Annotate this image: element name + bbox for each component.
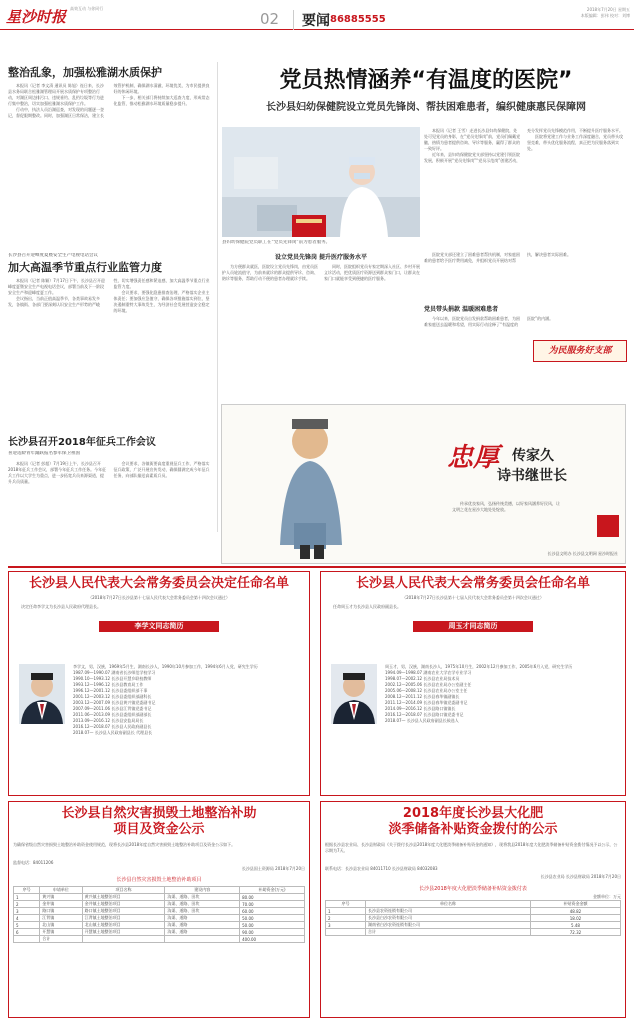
- lead-body-top: 本报讯（记者 王雪）走进长沙县妇幼保健院，处处可见党员的身影，在“党员先锋岗”前，党员们佩戴党徽，热情为患者提供咨询、导诊等服务，赢得了群众的一致好评。 近年来，县妇幼保健院党支部坚持以党建引领医院发展，积极开展“党员先锋岗”“党员示范岗”创建活动，充分发挥党员先锋模范作用，不断提升医疗服务水平。 医院将党建工作与业务工作深度融合，党员带头攻坚克难，带头优化服务流程，真正把为民服务落到实处。: [424, 128, 623, 163]
- lead-headline: 党员热情涵养“有温度的医院”: [279, 68, 573, 93]
- lead-section-a: [222, 252, 420, 374]
- resume-line: 1987.09—1990.07 湖南省长沙师范学校学习: [73, 670, 156, 675]
- table-row: 1 黄兴镇 黄兴镇土地整治项目 沟渠、道路、田坎 80.00: [14, 894, 305, 901]
- article-kicker: 长沙县召开迎峰度夏暨安全生产电视电话会议: [8, 253, 98, 258]
- notice-title-2: 项目及资金公示: [113, 822, 205, 837]
- ad-line2: 诗书继世长: [497, 468, 567, 484]
- section-body: 为方便群众就医，医院设立党员先锋岗，由党员医护人员轮流值守，为前来就诊的群众提供导诊、咨询、陪诊等服务，帮助行动不便的患者办理就诊手续。 同时，医院组织党员专家定期深入社区、乡村开展义诊活动，把优质医疗资源送到群众家门口，让群众在家门口就能享受到便捷的医疗服务。: [222, 264, 420, 281]
- article-headline: 加大高温季节重点行业监管力度: [8, 261, 162, 274]
- col-header: 补贴资金金额: [531, 901, 621, 908]
- appoint-subtitle: （2018年7月27日长沙县第十七届人民代表大会常务委员会第十四次会议通过）: [88, 595, 230, 600]
- resume-line: 2011.06—2013.09 长沙县委组织部副部长: [73, 712, 152, 717]
- appoint-decision: 任命周玉才为长沙县人民政府副县长。: [333, 604, 401, 609]
- table-title: 长沙县2018年度大化肥淡季储备补贴资金拨付表: [419, 886, 527, 892]
- resume-line: 2014.09—2016.12 长沙县路口镇镇长: [385, 706, 456, 711]
- resume-line: 周玉才，男，汉族，湖南长沙人，1975年10月生，2002年12月参加工作，2005年6月入党，研究生学历: [385, 664, 573, 669]
- col-header: 单位名称: [366, 901, 531, 908]
- table-header-row: [326, 901, 621, 908]
- table-total-row: 合计 72.32: [326, 929, 621, 936]
- notice-title-2: 淡季储备补贴资金拨付的公示: [388, 822, 558, 837]
- col-header: 序号: [326, 901, 366, 908]
- article-subhead: 喜迎适龄青年踊跃报名参军保卫祖国: [8, 451, 80, 456]
- notice-phone: 监督电话：84011206: [13, 860, 54, 865]
- appoint-resume: [73, 664, 303, 736]
- table-row: 1 长沙县农资连锁有限公司 48.82: [326, 908, 621, 915]
- article-body: 本报讯（记者 陈颖）7月17日下午，长沙县召开迎峰度夏暨安全生产电视电话会议，部署当前及下一阶段安全生产和迎峰度夏工作。 会议指出，当前正值高温季节，各类事故易发多发，各镇街、各部门要深刻认识安全生产形势的严峻性，切实增强责任感和紧迫感，加大高温季节重点行业监管力度。 会议要求，要强化隐患排查治理，严格落实企业主体责任；要加强应急值守，确保各项措施落实到位，坚决遏制重特大事故发生，为经济社会发展营造安全稳定的环境。: [8, 278, 210, 313]
- appoint-title: 长沙县人民代表大会常务委员会任命名单: [355, 576, 590, 591]
- article-conscription: [8, 436, 213, 555]
- table-title: 长沙县自然灾害损毁土地整治补助项目: [116, 877, 202, 883]
- nurse-photo-illustration: [222, 127, 420, 237]
- col-header: 申请单位: [40, 887, 82, 894]
- resume-line: 2016.12—2018.07 长沙县路口镇党委书记: [385, 712, 464, 717]
- resume-line: 2001.12—2003.12 长沙县委组织部副科长: [73, 694, 152, 699]
- date: 2018年7月20日 星期五: [586, 7, 630, 12]
- photo-caption: 县妇幼保健院党员职工在“党员先锋岗”前为患者服务。: [222, 240, 331, 245]
- notice-phone: 联系电话：长沙县农业局 84011710 长沙县财政局 84032083: [325, 866, 438, 871]
- notice-sign: 长沙县农业局 长沙县财政局 2018年7月20日: [540, 874, 621, 879]
- ad-seal-icon: [597, 515, 619, 537]
- col-header: 建设内容: [165, 887, 240, 894]
- table-row: 3 路口镇 路口镇土地整治项目 沟渠、道路、田坎 60.00: [14, 908, 305, 915]
- resume-line: 2018.07— 长沙县人民政府副县长候选人: [385, 718, 459, 723]
- resume-line: 2008.12—2011.12 长沙县春华镇副镇长: [385, 694, 460, 699]
- resume-line: 1993.12—1996.12 长沙县教育局工作: [73, 682, 144, 687]
- ad-line1: 传家久: [512, 448, 554, 464]
- masthead: [0, 0, 634, 30]
- fertilizer-table: [325, 900, 621, 936]
- table-row: 4 江背镇 江背镇土地整治项目 沟渠、道路 50.00: [14, 915, 305, 922]
- appoint-resume: [385, 664, 619, 724]
- table-row: 2 金井镇 金井镇土地整治项目 沟渠、道路、田坎 70.00: [14, 901, 305, 908]
- resume-line: 2002.12—2005.06 长沙县农业局办公室副主任: [385, 682, 472, 687]
- appoint-title: 长沙县人民代表大会常务委员会决定任命名单: [28, 576, 289, 591]
- appoint-decision: 决定任命李学文为长沙县人民政府代理县长。: [21, 604, 101, 609]
- appoint-person-heading: 李学文同志简历: [99, 621, 219, 632]
- table-total-row: 合计 400.00: [14, 936, 305, 943]
- newspaper-logo: 星沙时报: [6, 8, 67, 26]
- resume-line: 2013.09—2016.12 长沙县安监局局长: [73, 718, 144, 723]
- appoint-person-heading: 周玉才同志简历: [413, 621, 533, 632]
- article-body: 本报讯（记者 李文清 通讯员 陈旭）连日来，长沙县水务局联合松雅湖管理局开展水质保护专项整治行动，对湖区周边排污口、违规垂钓、乱扔垃圾等行为进行集中整治，切实加强松雅湖水质保护工作。 行动中，执法人员沿湖巡查，对发现的问题逐一登记，督促限期整改。同时，加强湖区日常保洁，建立长效管护机制，确保湖水清澈、环境优美，为市民提供良好的休闲环境。 下一步，相关部门将持续加大巡查力度，形成常态化监管，推动松雅湖水环境质量稳步提升。: [8, 83, 210, 118]
- table-unit: 金额单位：万元: [593, 894, 621, 899]
- resume-line: 2003.12—2007.09 长沙县黄兴镇党委副书记: [73, 700, 156, 705]
- page-category: 要闻: [293, 10, 330, 30]
- article-headline: 长沙县召开2018年征兵工作会议: [8, 437, 156, 448]
- subsidy-table: [13, 886, 305, 943]
- portrait-photo: [331, 664, 377, 724]
- dateline: [525, 7, 630, 19]
- lead-story: [224, 68, 628, 113]
- table-header-row: [14, 887, 305, 894]
- resume-line: 李学文，男，汉族，1969年5月生，湖南长沙人，1990年10月参加工作，1994年6月入党，研究生学历: [73, 664, 258, 669]
- resume-line: 1998.07—2002.12 长沙县农业局技术员: [385, 676, 460, 681]
- ad-banner: [221, 404, 626, 564]
- page-number: 02: [260, 10, 280, 28]
- resume-line: 2007.09—2011.06 长沙县江背镇党委书记: [73, 706, 152, 711]
- notice-sign: 长沙县国土资源局 2018年7月20日: [241, 866, 305, 871]
- resume-line: 2018.07— 长沙县人民政府副县长 代理县长: [73, 730, 153, 735]
- badge-text: 为民服务好支部: [548, 346, 612, 356]
- section-heading: 设立党员先锋岗 提升医疗服务水平: [274, 254, 368, 261]
- lead-photo: [222, 127, 420, 237]
- col-header: 序号: [14, 887, 40, 894]
- resume-line: 1994.09—1998.07 湖南农业大学农学专业学习: [385, 670, 472, 675]
- table-row: 6 开慧镇 开慧镇土地整治项目 沟渠、道路 90.00: [14, 929, 305, 936]
- editor: 本版编辑：彭伟 校对：刘博: [580, 13, 630, 18]
- service-badge: [533, 340, 627, 362]
- slogan: 高效互动 与你同行: [70, 6, 104, 11]
- portrait-photo: [19, 664, 65, 724]
- section-body-pre: 医院党支部还建立了困难患者帮扶机制，对家庭困难的患者给予医疗费用减免，并组织党员开展结对帮扶，解决患者实际困难。: [424, 252, 571, 263]
- col-header: 补助资金(万元): [240, 887, 305, 894]
- appoint-subtitle: （2018年7月27日长沙县第十七届人民代表大会常务委员会第十四次会议通过）: [402, 595, 544, 600]
- ad-calligraphy: 忠厚: [447, 443, 500, 473]
- appointment-left: [8, 571, 310, 796]
- table-row: 5 北山镇 北山镇土地整治项目 沟渠、道路 50.00: [14, 922, 305, 929]
- ad-footer: 长沙县文明办 长沙县文明网 星沙时报社: [547, 551, 618, 556]
- lead-subheadline: 长沙县妇幼保健院设立党员先锋岗、帮扶困难患者，编织健康惠民保障网: [266, 102, 586, 113]
- article-water: [8, 66, 213, 208]
- article-safety: [8, 253, 213, 418]
- table-row: 2 长沙县白沙农资有限公司 18.02: [326, 915, 621, 922]
- notice-title-1: 长沙县自然灾害损毁土地整治补助: [61, 806, 257, 821]
- subsidy-left: [8, 801, 310, 1018]
- resume-line: 2011.12—2014.09 长沙县春华镇党委副书记: [385, 700, 468, 705]
- resume-line: 2005.06—2008.12 长沙县农业局办公室主任: [385, 688, 468, 693]
- figurine-illustration: [250, 405, 370, 563]
- table-row: 3 湖南省白沙农资连锁有限公司 5.48: [326, 922, 621, 929]
- section-body: 今年以来，医院党员自发捐款帮助困难患者，为困难家庭送去温暖和希望，用实际行动诠释了“有温度的医院”的内涵。: [424, 316, 554, 327]
- notice-title-1: 2018年度长沙县大化肥: [402, 806, 544, 821]
- notice-intro: 根据长沙县农业局、长沙县财政局《关于拨付长沙县2018年度大化肥淡季储备补贴资金的通知》，现将我县2018年度大化肥淡季储备补贴资金拨付情况予以公示，公示期为7天。: [325, 842, 618, 853]
- ad-body: 传承优良家风，弘扬传统美德，以好家风涵养好民风，让文明之花在星沙大地处处绽放。: [452, 501, 560, 512]
- appointment-right: [320, 571, 626, 796]
- col-header: 项目名称: [82, 887, 165, 894]
- subsidy-right: [320, 801, 626, 1018]
- resume-line: 1996.12—2001.12 长沙县委组织部干事: [73, 688, 148, 693]
- article-body: 本报讯（记者 彭超）7月19日上午，长沙县召开2018年征兵工作会议，部署今年征兵工作任务。今年征兵工作以大学生为重点，进一步拓宽兵员来源渠道，提升兵员质量。 会议要求，各镇街要高度重视征兵工作，严格落实征兵政策，广泛开展宣传发动，确保圆满完成今年征兵任务，向部队输送高素质兵员。: [8, 461, 210, 484]
- resume-line: 2016.12—2018.07 长沙县人民政府副县长: [73, 724, 152, 729]
- article-headline: 整治乱象，加强松雅湖水质保护: [8, 66, 162, 79]
- hotline: 86885555: [330, 14, 386, 25]
- section-heading: 党员带头捐款 温暖困难患者: [424, 306, 499, 313]
- resume-line: 1990.10—1993.12 长沙县开慧乡联校教师: [73, 676, 152, 681]
- notice-intro: 为确保省级自然灾害损毁土地整治补助资金使用规范，现将长沙县2018年度自然灾害损毁土地整治补助项目及资金公示如下。: [13, 842, 236, 847]
